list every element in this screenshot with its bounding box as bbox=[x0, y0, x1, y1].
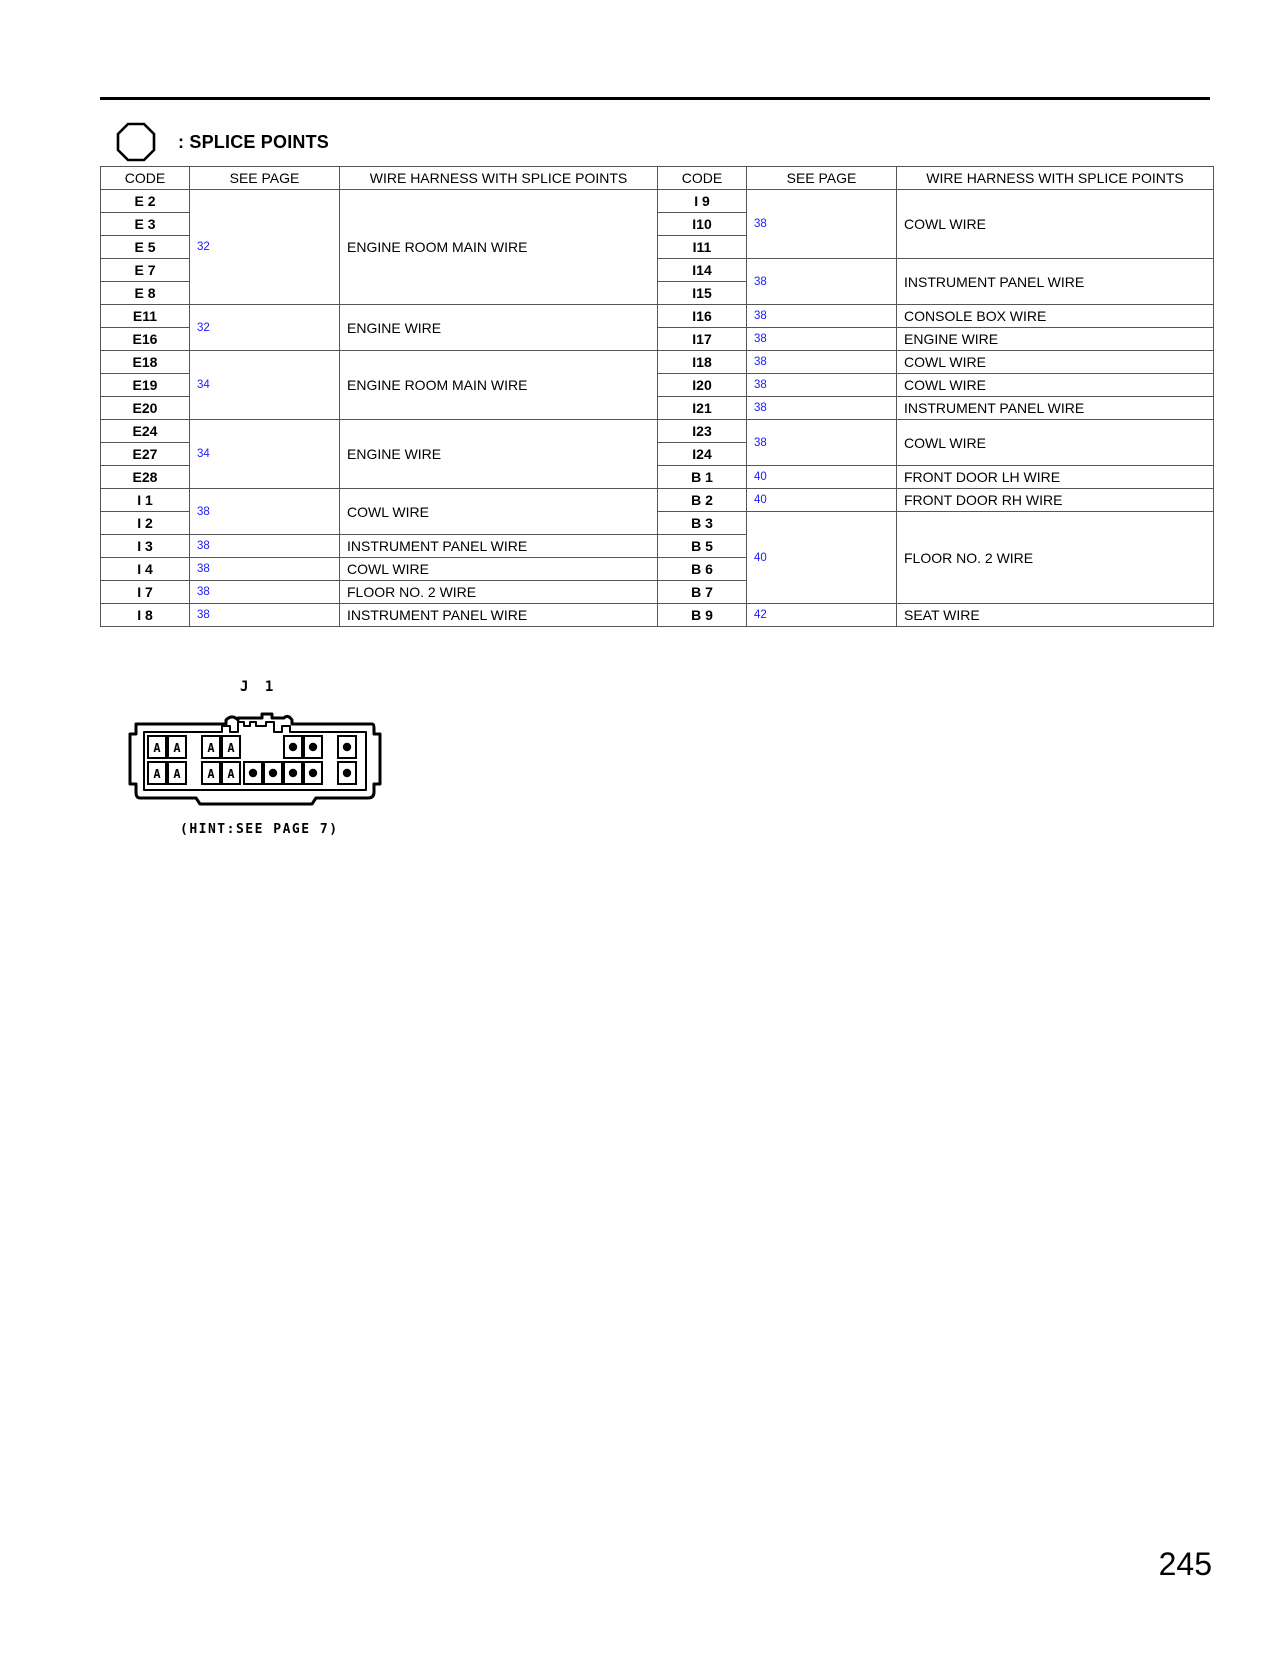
harness-cell: ENGINE WIRE bbox=[340, 305, 658, 351]
header-code: CODE bbox=[101, 167, 190, 190]
see-page-link[interactable]: 38 bbox=[190, 489, 340, 535]
code-cell: E 7 bbox=[101, 259, 190, 282]
harness-cell: SEAT WIRE bbox=[897, 604, 1214, 627]
connector-pin-label: A bbox=[227, 741, 235, 755]
connector-pin-label: A bbox=[153, 767, 161, 781]
see-page-link[interactable]: 38 bbox=[747, 351, 897, 374]
table-row bbox=[101, 351, 1214, 374]
code-cell: E16 bbox=[101, 328, 190, 351]
code-cell: I 2 bbox=[101, 512, 190, 535]
connector-pin-label: A bbox=[207, 741, 215, 755]
harness-cell: COWL WIRE bbox=[897, 190, 1214, 259]
connector-diagram bbox=[126, 712, 386, 812]
header-see-page: SEE PAGE bbox=[747, 167, 897, 190]
connector-label: J 1 bbox=[240, 679, 278, 695]
harness-cell: ENGINE ROOM MAIN WIRE bbox=[340, 351, 658, 420]
code-cell: I 4 bbox=[101, 558, 190, 581]
code-cell: I24 bbox=[658, 443, 747, 466]
see-page-link[interactable]: 34 bbox=[190, 420, 340, 489]
harness-cell: FRONT DOOR LH WIRE bbox=[897, 466, 1214, 489]
harness-cell: ENGINE ROOM MAIN WIRE bbox=[340, 190, 658, 305]
see-page-link[interactable]: 38 bbox=[747, 374, 897, 397]
harness-cell: COWL WIRE bbox=[897, 374, 1214, 397]
code-cell: E 2 bbox=[101, 190, 190, 213]
code-cell: I23 bbox=[658, 420, 747, 443]
code-cell: E19 bbox=[101, 374, 190, 397]
code-cell: I 8 bbox=[101, 604, 190, 627]
see-page-link[interactable]: 38 bbox=[190, 558, 340, 581]
code-cell: I14 bbox=[658, 259, 747, 282]
top-rule bbox=[100, 97, 1210, 100]
section-header bbox=[116, 122, 329, 162]
harness-cell: INSTRUMENT PANEL WIRE bbox=[340, 604, 658, 627]
see-page-link[interactable]: 34 bbox=[190, 351, 340, 420]
table-row bbox=[101, 604, 1214, 627]
see-page-link[interactable]: 42 bbox=[747, 604, 897, 627]
see-page-link[interactable]: 40 bbox=[747, 466, 897, 489]
see-page-link[interactable]: 32 bbox=[190, 305, 340, 351]
harness-cell: INSTRUMENT PANEL WIRE bbox=[340, 535, 658, 558]
connector-hint: (HINT:SEE PAGE 7) bbox=[180, 822, 339, 837]
see-page-link[interactable]: 38 bbox=[190, 581, 340, 604]
table-row bbox=[101, 420, 1214, 443]
harness-cell: INSTRUMENT PANEL WIRE bbox=[897, 259, 1214, 305]
connector-pin-dot bbox=[250, 770, 256, 776]
octagon-icon bbox=[116, 122, 156, 162]
header-wire-harness: WIRE HARNESS WITH SPLICE POINTS bbox=[897, 167, 1214, 190]
harness-cell: COWL WIRE bbox=[340, 558, 658, 581]
code-cell: E11 bbox=[101, 305, 190, 328]
connector-pin-dot bbox=[344, 744, 350, 750]
see-page-link[interactable]: 38 bbox=[747, 328, 897, 351]
see-page-link[interactable]: 38 bbox=[747, 305, 897, 328]
code-cell: I11 bbox=[658, 236, 747, 259]
harness-cell: INSTRUMENT PANEL WIRE bbox=[897, 397, 1214, 420]
section-title: : SPLICE POINTS bbox=[178, 131, 330, 152]
see-page-link[interactable]: 38 bbox=[747, 420, 897, 466]
code-cell: B 2 bbox=[658, 489, 747, 512]
splice-points-table bbox=[100, 166, 1214, 627]
code-cell: I 3 bbox=[101, 535, 190, 558]
code-cell: E 5 bbox=[101, 236, 190, 259]
connector-pin-dot bbox=[310, 770, 316, 776]
see-page-link[interactable]: 38 bbox=[747, 190, 897, 259]
harness-cell: FLOOR NO. 2 WIRE bbox=[897, 512, 1214, 604]
code-cell: I20 bbox=[658, 374, 747, 397]
connector-pin-dot bbox=[310, 744, 316, 750]
harness-cell: CONSOLE BOX WIRE bbox=[897, 305, 1214, 328]
see-page-link[interactable]: 32 bbox=[190, 190, 340, 305]
harness-cell: COWL WIRE bbox=[340, 489, 658, 535]
see-page-link[interactable]: 40 bbox=[747, 489, 897, 512]
table-header-row bbox=[101, 167, 1214, 190]
table-row bbox=[101, 489, 1214, 512]
code-cell: I 1 bbox=[101, 489, 190, 512]
header-code: CODE bbox=[658, 167, 747, 190]
connector-pin-label: A bbox=[173, 767, 181, 781]
see-page-link[interactable]: 38 bbox=[190, 604, 340, 627]
code-cell: E27 bbox=[101, 443, 190, 466]
code-cell: B 7 bbox=[658, 581, 747, 604]
connector-pin-label: A bbox=[173, 741, 181, 755]
header-see-page: SEE PAGE bbox=[190, 167, 340, 190]
code-cell: B 6 bbox=[658, 558, 747, 581]
code-cell: E 8 bbox=[101, 282, 190, 305]
code-cell: E28 bbox=[101, 466, 190, 489]
see-page-link[interactable]: 40 bbox=[747, 512, 897, 604]
code-cell: I16 bbox=[658, 305, 747, 328]
code-cell: I10 bbox=[658, 213, 747, 236]
code-cell: I18 bbox=[658, 351, 747, 374]
harness-cell: COWL WIRE bbox=[897, 420, 1214, 466]
harness-cell: FRONT DOOR RH WIRE bbox=[897, 489, 1214, 512]
table-row bbox=[101, 190, 1214, 213]
harness-cell: COWL WIRE bbox=[897, 351, 1214, 374]
code-cell: B 1 bbox=[658, 466, 747, 489]
code-cell: B 3 bbox=[658, 512, 747, 535]
code-cell: B 9 bbox=[658, 604, 747, 627]
table-row bbox=[101, 305, 1214, 328]
connector-pin-label: A bbox=[207, 767, 215, 781]
connector-pin-label: A bbox=[227, 767, 235, 781]
connector-pin-dot bbox=[270, 770, 276, 776]
code-cell: I 7 bbox=[101, 581, 190, 604]
harness-cell: ENGINE WIRE bbox=[340, 420, 658, 489]
code-cell: I17 bbox=[658, 328, 747, 351]
header-wire-harness: WIRE HARNESS WITH SPLICE POINTS bbox=[340, 167, 658, 190]
code-cell: E18 bbox=[101, 351, 190, 374]
code-cell: I 9 bbox=[658, 190, 747, 213]
see-page-link[interactable]: 38 bbox=[747, 259, 897, 305]
connector-pin-dot bbox=[290, 770, 296, 776]
harness-cell: FLOOR NO. 2 WIRE bbox=[340, 581, 658, 604]
page-number: 245 bbox=[1158, 1546, 1212, 1582]
code-cell: E24 bbox=[101, 420, 190, 443]
code-cell: I21 bbox=[658, 397, 747, 420]
harness-cell: ENGINE WIRE bbox=[897, 328, 1214, 351]
code-cell: B 5 bbox=[658, 535, 747, 558]
connector-pin-label: A bbox=[153, 741, 161, 755]
code-cell: I15 bbox=[658, 282, 747, 305]
connector-pin-dot bbox=[290, 744, 296, 750]
code-cell: E 3 bbox=[101, 213, 190, 236]
see-page-link[interactable]: 38 bbox=[190, 535, 340, 558]
connector-pin-dot bbox=[344, 770, 350, 776]
see-page-link[interactable]: 38 bbox=[747, 397, 897, 420]
code-cell: E20 bbox=[101, 397, 190, 420]
